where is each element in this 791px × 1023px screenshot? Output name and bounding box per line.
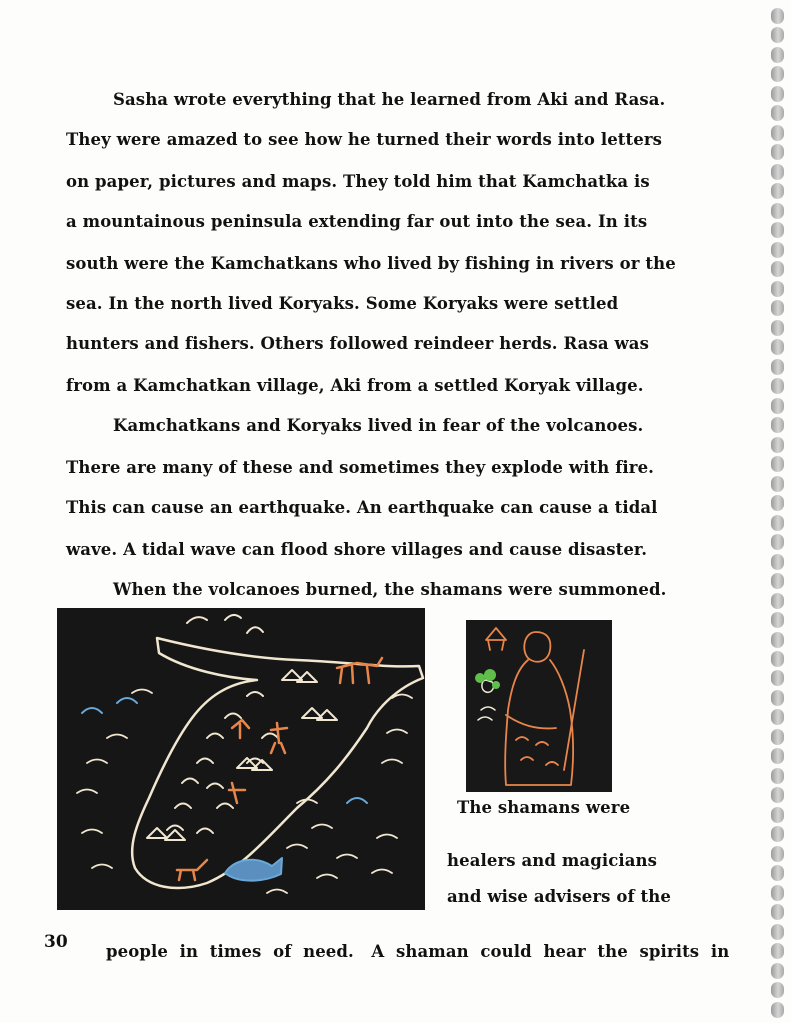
text-line: This can cause an earthquake. An earthquake can cause a tidal xyxy=(66,498,658,517)
shaman-illustration xyxy=(466,620,612,792)
caption-line: and wise advisers of the xyxy=(447,887,671,906)
spiral-binding xyxy=(771,8,785,1018)
kamchatka-map-illustration xyxy=(57,608,425,910)
text-line: a mountainous peninsula extending far out into the sea. In its xyxy=(66,212,648,231)
caption-line: The shamans were xyxy=(457,798,631,817)
text-line: on paper, pictures and maps. They told him that Kamchatka is xyxy=(66,172,650,191)
text-line: sea. In the north lived Koryaks. Some Koryaks were settled xyxy=(66,294,619,313)
text-line: When the volcanoes burned, the shamans were summoned. xyxy=(113,580,667,599)
text-line: from a Kamchatkan village, Aki from a settled Koryak village. xyxy=(66,376,644,395)
page-number: 30 xyxy=(44,932,68,952)
text-line: There are many of these and sometimes they explode with fire. xyxy=(66,458,655,477)
text-line: Sasha wrote everything that he learned from Aki and Rasa. xyxy=(113,90,666,109)
text-line: south were the Kamchatkans who lived by fishing in rivers or the xyxy=(66,254,676,273)
text-line: They were amazed to see how he turned their words into letters xyxy=(66,130,663,149)
text-line: Kamchatkans and Koryaks lived in fear of the volcanoes. xyxy=(113,416,644,435)
text-line: wave. A tidal wave can flood shore villages and cause disaster. xyxy=(66,540,648,559)
caption-line: healers and magicians xyxy=(447,851,657,870)
text-line: hunters and fishers. Others followed reindeer herds. Rasa was xyxy=(66,334,649,353)
text-line: people in times of need. A shaman could hear the spirits in xyxy=(106,942,730,961)
